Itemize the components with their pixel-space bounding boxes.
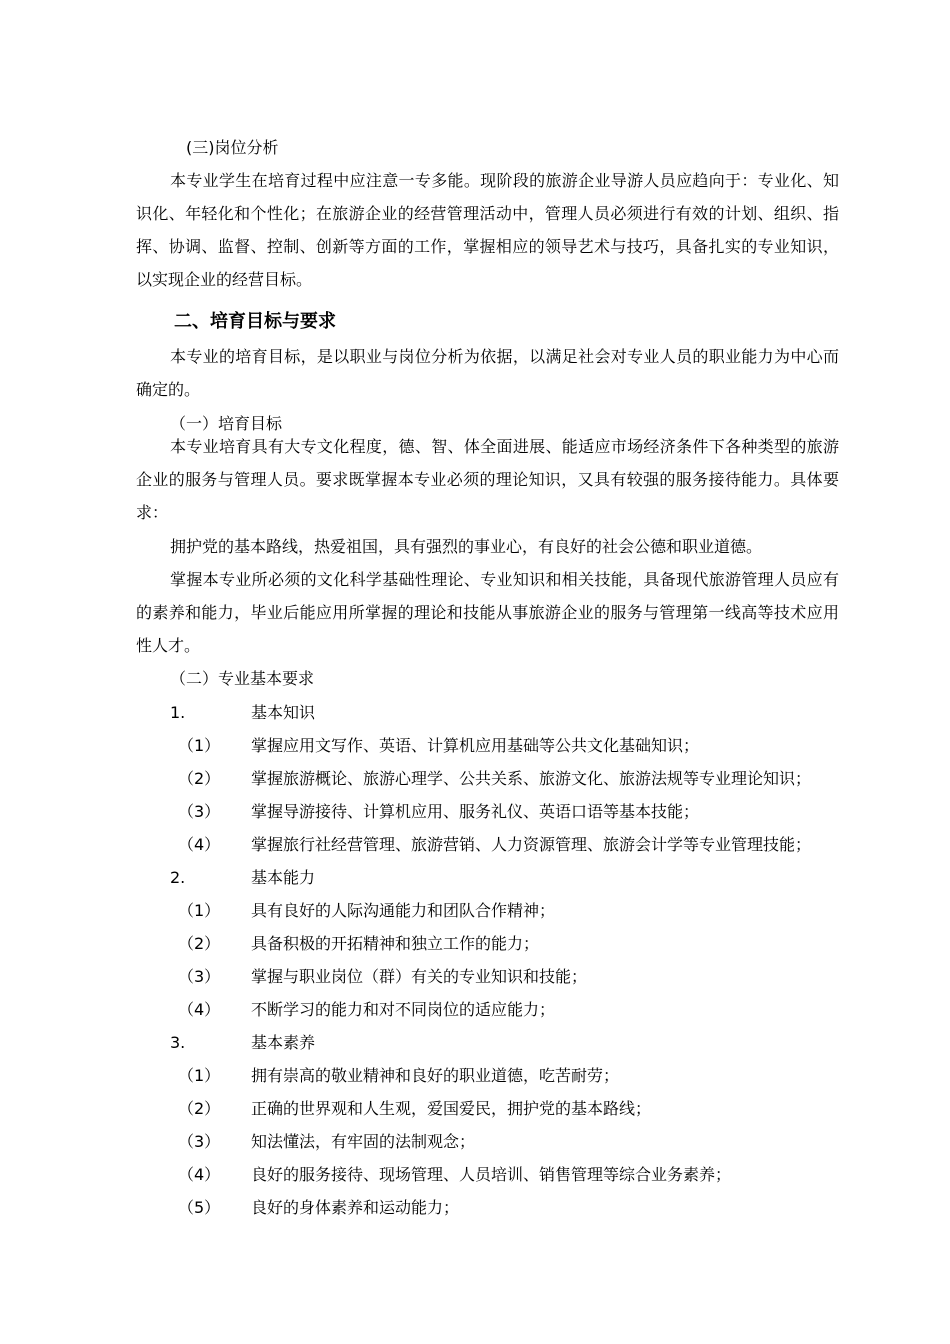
list-item-number: （3） [178, 1132, 221, 1151]
list-item-number: （3） [178, 802, 221, 821]
list-item-number: （1） [178, 736, 221, 755]
list-item: 掌握与职业岗位（群）有关的专业知识和技能； [251, 967, 588, 986]
list-item: 不断学习的能力和对不同岗位的适应能力； [251, 1000, 556, 1019]
group-number: 2. [170, 868, 186, 887]
group-title: 基本知识 [251, 703, 316, 722]
requirement-paragraph-2: 掌握本专业所必须的文化科学基础性理论、专业知识和相关技能，具备现代旅游管理人员应有的素养和能力，毕业后能应用所掌握的理论和技能从事旅游企业的服务与管理第一线高等技术应用性人才。 [136, 570, 839, 655]
list-item-number: （4） [178, 1000, 221, 1019]
list-item: 掌握导游接待、计算机应用、服务礼仪、英语口语等基本技能； [251, 802, 700, 821]
list-item-number: （3） [178, 967, 221, 986]
list-item: 具有良好的人际沟通能力和团队合作精神； [251, 901, 556, 920]
group-title: 基本素养 [251, 1033, 316, 1052]
list-item-number: （2） [178, 1099, 221, 1118]
list-item-number: （4） [178, 835, 221, 854]
list-item: 知法懂法，有牢固的法制观念； [251, 1132, 476, 1151]
requirement-paragraph-1: 拥护党的基本路线，热爱祖国，具有强烈的事业心，有良好的社会公德和职业道德。 [170, 537, 763, 556]
list-item-number: （1） [178, 901, 221, 920]
chapter-2-intro: 本专业的培育目标，是以职业与岗位分析为依据，以满足社会对专业人员的职业能力为中心而确定的。 [136, 347, 839, 399]
list-item: 良好的服务接待、现场管理、人员培训、销售管理等综合业务素养； [251, 1165, 732, 1184]
list-item-number: （2） [178, 769, 221, 788]
list-item-number: （4） [178, 1165, 221, 1184]
list-item: 掌握应用文写作、英语、计算机应用基础等公共文化基础知识； [251, 736, 700, 755]
group-number: 3. [170, 1033, 186, 1052]
goal-paragraph: 本专业培育具有大专文化程度，德、智、体全面进展、能适应市场经济条件下各种类型的旅游企业的服务与管理人员。要求既掌握本专业必须的理论知识，又具有较强的服务接待能力。具体要求： [136, 437, 839, 522]
goal-heading: （一）培育目标 [170, 414, 283, 433]
list-item: 具备积极的开拓精神和独立工作的能力； [251, 934, 540, 953]
list-item: 拥有崇高的敬业精神和良好的职业道德，吃苦耐劳； [251, 1066, 620, 1085]
list-item-number: （1） [178, 1066, 221, 1085]
group-title: 基本能力 [251, 868, 316, 887]
section-3-paragraph: 本专业学生在培育过程中应注意一专多能。现阶段的旅游企业导游人员应趋向于：专业化、知识化、年轻化和个性化；在旅游企业的经营管理活动中，管理人员必须进行有效的计划、组织、指挥、协调、监督、控制、创新等方面的工作，掌握相应的领导艺术与技巧，具备扎实的专业知识，以实现企业的经营目标。 [136, 171, 839, 289]
list-item: 良好的身体素养和运动能力； [251, 1198, 460, 1217]
section-3-heading: (三)岗位分析 [186, 138, 279, 157]
group-number: 1. [170, 703, 186, 722]
list-item-number: （2） [178, 934, 221, 953]
list-item: 掌握旅游概论、旅游心理学、公共关系、旅游文化、旅游法规等专业理论知识； [251, 769, 812, 788]
list-item: 掌握旅行社经营管理、旅游营销、人力资源管理、旅游会计学等专业管理技能； [251, 835, 812, 854]
list-item: 正确的世界观和人生观，爱国爱民，拥护党的基本路线； [251, 1099, 652, 1118]
list-item-number: （5） [178, 1198, 221, 1217]
basic-requirements-heading: （二）专业基本要求 [170, 669, 315, 688]
chapter-2-heading: 二、培育目标与要求 [174, 311, 336, 332]
